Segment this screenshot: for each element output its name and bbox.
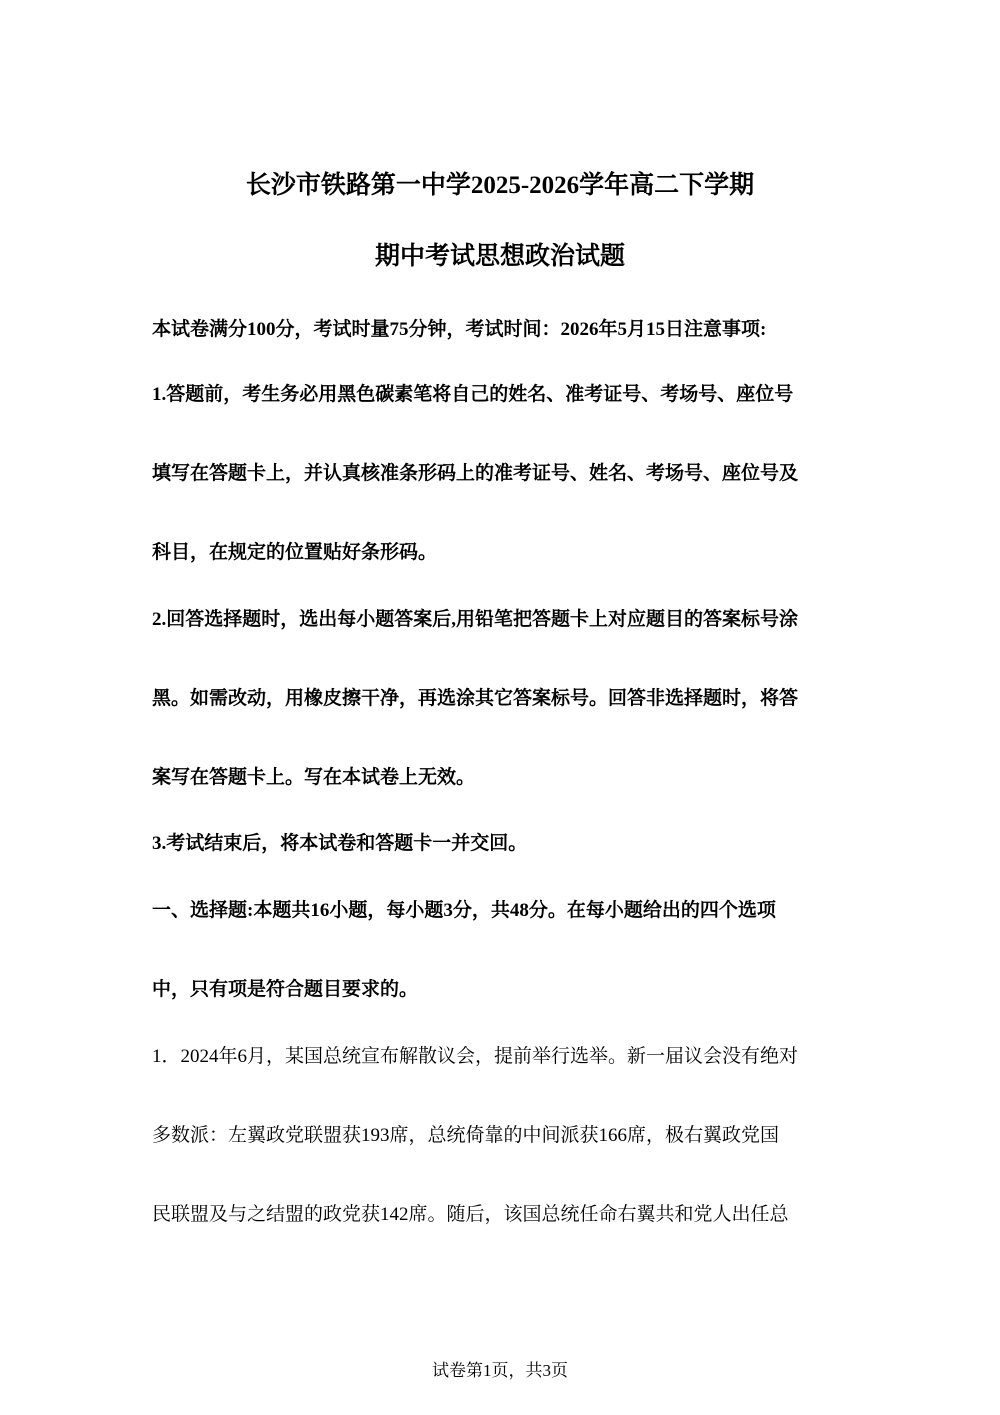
section-heading: 一、选择题:本题共16小题，每小题3分，共48分。在每小题给出的四个选项 (152, 900, 776, 921)
section-heading: 中，只有项是符合题目要求的。 (152, 979, 419, 1000)
note-line: 1.答题前，考生务必用黑色碳素笔将自己的姓名、准考证号、考场号、座位号 (152, 384, 794, 405)
question-text: 多数派：左翼政党联盟获193席，总统倚靠的中间派获166席，极右翼政党国 (152, 1125, 780, 1146)
note-line: 黑。如需改动，用橡皮擦干净，再选涂其它答案标号。回答非选择题时，将答 (152, 688, 799, 709)
question-text: 民联盟及与之结盟的政党获142席。随后，该国总统任命右翼共和党人出任总 (152, 1204, 789, 1225)
note-line: 3.考试结束后，将本试卷和答题卡一并交回。 (152, 833, 528, 854)
note-line: 2.回答选择题时，选出每小题答案后,用铅笔把答题卡上对应题目的答案标号涂 (152, 609, 799, 630)
exam-title-line1: 长沙市铁路第一中学2025-2026学年高二下学期 (245, 172, 755, 199)
note-line: 科目，在规定的位置贴好条形码。 (152, 542, 438, 563)
note-line: 案写在答题卡上。写在本试卷上无效。 (152, 767, 476, 788)
exam-info: 本试卷满分100分，考试时量75分钟，考试时间：2026年5月15日注意事项: (152, 319, 767, 340)
exam-title-line2: 期中考试思想政治试题 (374, 243, 625, 270)
note-line: 填写在答题卡上，并认真核准条形码上的准考证号、姓名、考场号、座位号及 (152, 463, 799, 484)
question-text: 1．2024年6月，某国总统宣布解散议会，提前举行选举。新一届议会没有绝对 (152, 1046, 799, 1067)
page-footer: 试卷第1页，共3页 (432, 1361, 568, 1380)
